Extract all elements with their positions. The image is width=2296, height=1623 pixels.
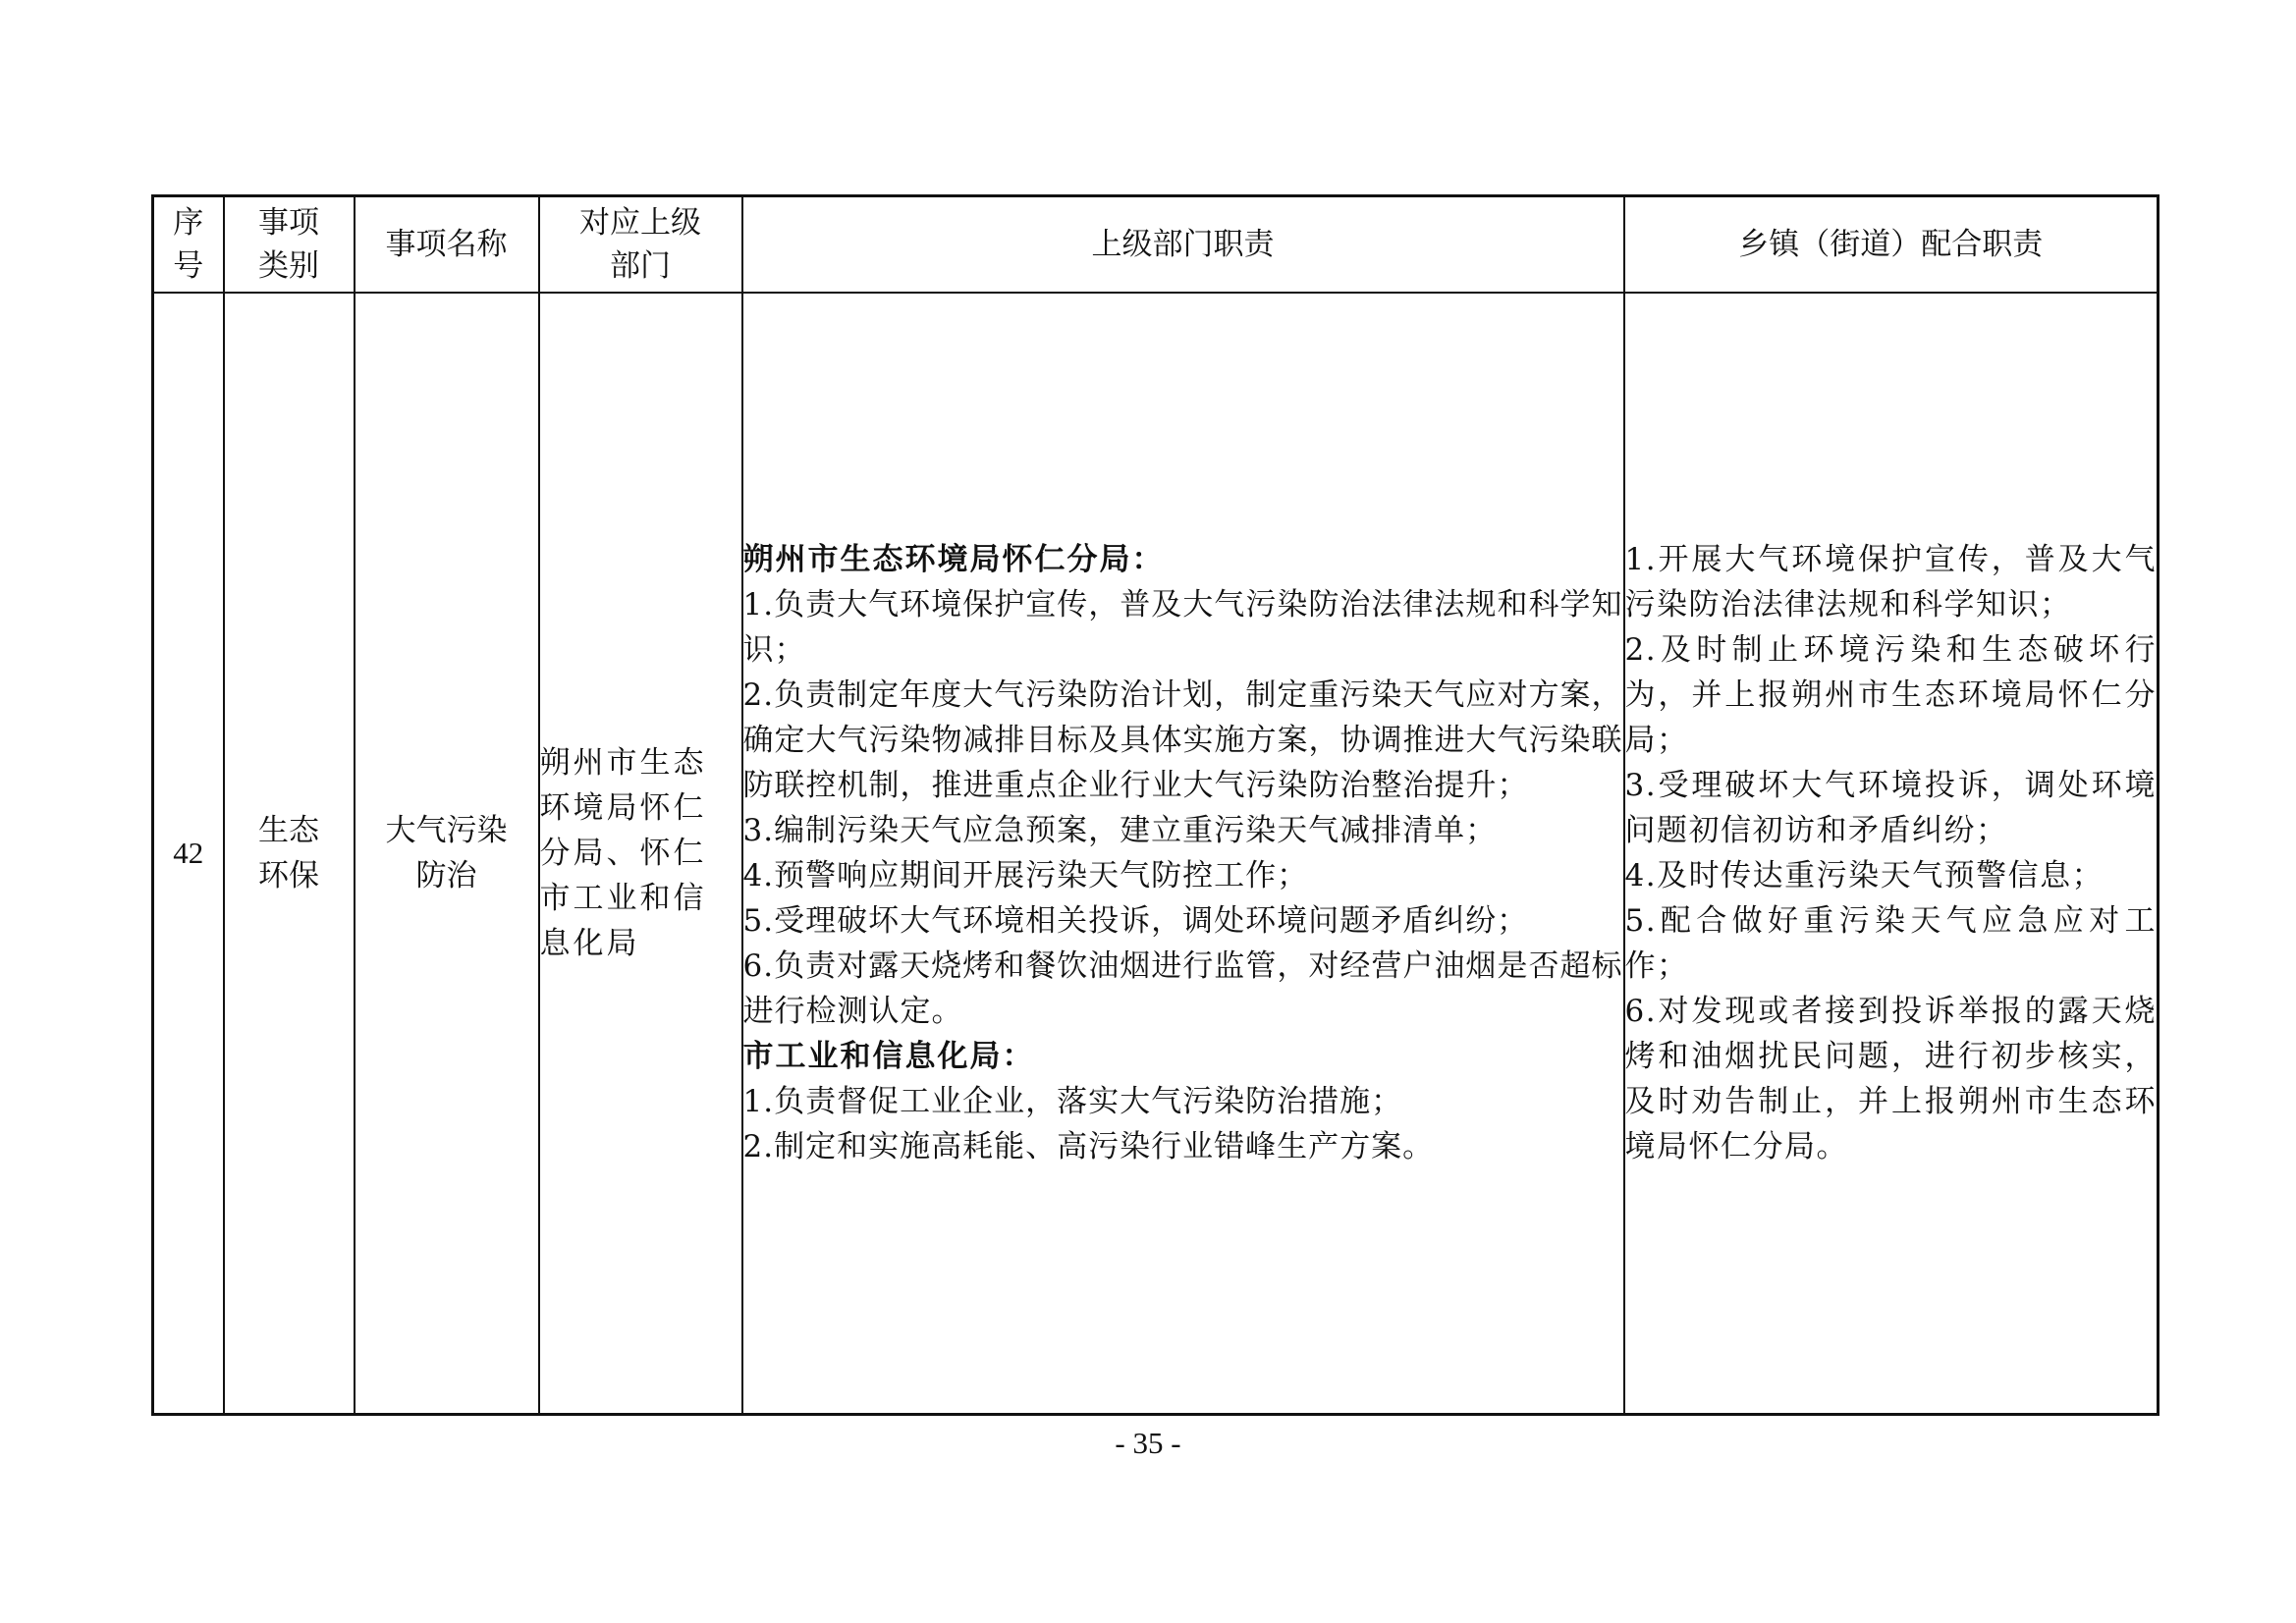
row-name-line-2: 防治: [415, 858, 477, 893]
upper-duty-item: 1.负责大气环境保护宣传，普及大气污染防治法律法规和科学知识；: [742, 587, 1623, 668]
row-dept-line-1: 朔州市生态: [539, 745, 707, 781]
header-category: [224, 196, 355, 294]
row-dept-line-5: 息化局: [539, 926, 640, 961]
upper-duty-item: 3.编制污染天气应急预案，建立重污染天气减排清单；: [742, 813, 1498, 848]
upper-duty-item: 5.受理破坏大气环境相关投诉，调处环境问题矛盾纠纷；: [742, 903, 1529, 939]
row-upper-duty: [742, 293, 1624, 1415]
row-dept-line-2: 环境局怀仁: [539, 790, 707, 826]
table-row: [153, 293, 2159, 1415]
header-town-duty: 乡镇（街道）配合职责: [1624, 196, 2159, 294]
row-seq: 42: [153, 293, 224, 1415]
page-number: - 35 -: [1115, 1426, 1181, 1460]
table-header-row: [153, 196, 2159, 294]
row-town-duty: [1624, 293, 2159, 1415]
upper-duty-item: 6.负责对露天烧烤和餐饮油烟进行监管，对经营户油烟是否超标进行检测认定。: [742, 948, 1623, 1029]
header-name: 事项名称: [355, 196, 539, 294]
header-dept: [539, 196, 742, 294]
header-dept-line-1: 对应上级: [579, 205, 701, 241]
header-upper-duty: 上级部门职责: [742, 196, 1624, 294]
town-duty-item: 1.开展大气环境保护宣传，普及大气污染防治法律法规和科学知识；: [1624, 542, 2157, 622]
town-duty-item: 3.受理破坏大气环境投诉，调处环境问题初信初访和矛盾纠纷；: [1624, 768, 2157, 848]
header-dept-line-2: 部门: [610, 248, 671, 284]
upper-duty-item: 1.负责督促工业企业，落实大气污染防治措施；: [742, 1084, 1403, 1119]
row-category-line-2: 环保: [258, 858, 319, 893]
row-category-line-1: 生态: [258, 813, 319, 848]
row-name-line-1: 大气污染: [385, 813, 508, 848]
town-duty-item: 5.配合做好重污染天气应急应对工作；: [1624, 903, 2157, 984]
header-seq-line-1: 序: [173, 205, 204, 241]
town-duty-item: 2.及时制止环境污染和生态破坏行为，并上报朔州市生态环境局怀仁分局；: [1624, 632, 2157, 758]
row-dept: [539, 293, 742, 1415]
row-name: [355, 293, 539, 1415]
upper-duty-item: 4.预警响应期间开展污染天气防控工作；: [742, 858, 1309, 893]
town-duty-item: 4.及时传达重污染天气预警信息；: [1624, 858, 2105, 893]
responsibility-table: [151, 194, 2159, 1416]
row-category: [224, 293, 355, 1415]
header-category-line-2: 类别: [258, 248, 319, 284]
row-dept-line-4: 市工业和信: [539, 881, 707, 916]
header-seq: [153, 196, 224, 294]
header-category-line-1: 事项: [258, 205, 319, 241]
upper-duty-item: 2.制定和实施高耗能、高污染行业错峰生产方案。: [742, 1129, 1435, 1164]
upper-duty-heading-bureau: 朔州市生态环境局怀仁分局：: [742, 542, 1165, 577]
town-duty-item: 6.对发现或者接到投诉举报的露天烧烤和油烟扰民问题，进行初步核实，及时劝告制止，并上报朔州市生态环境局怀仁分局。: [1624, 994, 2157, 1164]
upper-duty-item: 2.负责制定年度大气污染防治计划，制定重污染天气应对方案，确定大气污染物减排目标及具体实施方案，协调推进大气污染联防联控机制，推进重点企业行业大气污染防治整治提升；: [742, 677, 1623, 803]
header-seq-line-2: 号: [173, 248, 204, 284]
upper-duty-heading-industry: 市工业和信息化局：: [742, 1039, 1035, 1074]
row-dept-line-3: 分局、怀仁: [539, 836, 707, 871]
